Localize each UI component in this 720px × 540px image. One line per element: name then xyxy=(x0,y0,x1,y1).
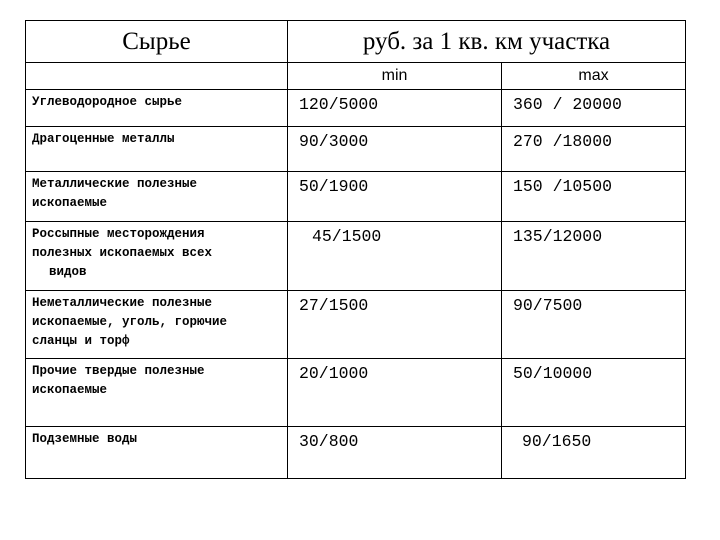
min-value: 30/800 xyxy=(288,427,502,479)
resource-name-line: Подземные воды xyxy=(32,432,138,446)
min-value: 45/1500 xyxy=(288,222,502,291)
min-value: 90/3000 xyxy=(288,127,502,172)
resource-name xyxy=(26,172,288,222)
min-header: min xyxy=(288,63,502,90)
subheader-empty-cell xyxy=(26,63,288,90)
table-row xyxy=(26,127,686,172)
table-row xyxy=(26,359,686,427)
resource-name xyxy=(26,90,288,127)
header-row xyxy=(26,21,686,63)
resource-name xyxy=(26,127,288,172)
max-value: 150 /10500 xyxy=(502,172,686,222)
subheader-row xyxy=(26,63,686,90)
resource-name xyxy=(26,291,288,359)
resource-name xyxy=(26,427,288,479)
max-value: 90/7500 xyxy=(502,291,686,359)
max-value: 360 / 20000 xyxy=(502,90,686,127)
max-value: 135/12000 xyxy=(502,222,686,291)
resource-name-line: Углеводородное сырье xyxy=(32,95,183,109)
max-value: 50/10000 xyxy=(502,359,686,427)
raw-material-header: Сырье xyxy=(26,21,288,63)
resource-name-line: ископаемые xyxy=(32,383,108,397)
min-value: 50/1900 xyxy=(288,172,502,222)
table-row xyxy=(26,291,686,359)
price-header: руб. за 1 кв. км участка xyxy=(288,21,686,63)
table-row xyxy=(26,222,686,291)
resource-name-line: Прочие твердые полезные xyxy=(32,364,205,378)
resource-name-line: Металлические полезные xyxy=(32,177,198,191)
resource-name-line: ископаемые xyxy=(32,196,108,210)
resource-name xyxy=(26,222,288,291)
max-value: 270 /18000 xyxy=(502,127,686,172)
max-header: max xyxy=(502,63,686,90)
resource-name-line: ископаемые, уголь, горючие xyxy=(32,315,228,329)
resource-name-line: сланцы и торф xyxy=(32,334,130,348)
table-row xyxy=(26,427,686,479)
resource-name-line: Неметаллические полезные xyxy=(32,296,213,310)
resource-name-line: Драгоценные металлы xyxy=(32,132,175,146)
resource-rates-table xyxy=(25,20,686,479)
resource-name-line: полезных ископаемых всех xyxy=(32,246,213,260)
min-value: 27/1500 xyxy=(288,291,502,359)
table-row xyxy=(26,90,686,127)
table-row xyxy=(26,172,686,222)
resource-name xyxy=(26,359,288,427)
resource-name-line: видов xyxy=(49,265,87,279)
min-value: 20/1000 xyxy=(288,359,502,427)
max-value: 90/1650 xyxy=(502,427,686,479)
min-value: 120/5000 xyxy=(288,90,502,127)
resource-name-line: Россыпные месторождения xyxy=(32,227,205,241)
